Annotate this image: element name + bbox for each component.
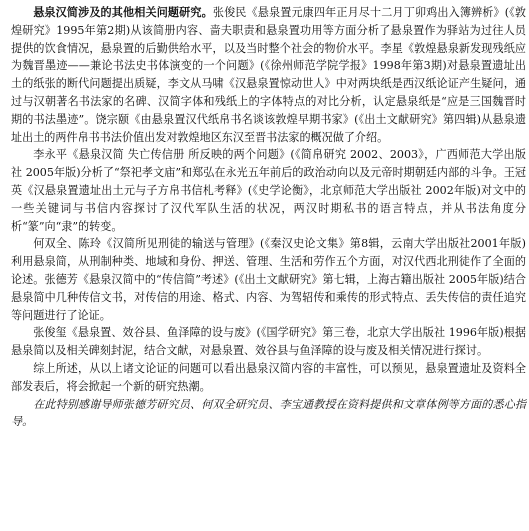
paragraph-text: 综上所述，从以上诸文论证的问题可以看出悬泉汉简内容的丰富性，可以预见，悬泉置遗址及资料全部发表后，将会掀起一个新的研究热潮。 <box>11 361 526 393</box>
paragraph-li-yongping <box>11 146 526 235</box>
paragraph-zhang-junxi <box>11 324 526 360</box>
paragraph-text: 张俊民《悬泉置元康四年正月尽十二月丁卯鸡出入簿辨析》(《敦煌研究》1995年第2期)从该简册内容、啬夫职责和悬泉置功用等方面分析了悬泉置作为驿站为过往人员提供的饮食情况，悬泉置的后勤供给水平，以及当时整个社会的物价水平。李星《敦煌悬泉新发现残纸应为魏晋墨迹——兼论书法史书体演变的一个问题》(《徐州师范学院学报》1998年第3期)对悬泉置遗址出土的纸张的断代问题提出质疑，李文从马啸《汉悬泉置惊动世人》中对两块纸是西汉纸论证产生疑问，通过与汉朝著名书法家的名碑、汉简字体和残纸上的字体特点的对比分析，认定悬泉纸是“应是三国魏晋时期的书法墨迹”。饶宗颐《由悬泉置汉代纸帛书名谈该敦煌早期书家》(《出土文献研究》第四辑)从悬泉遗址出土的两件帛书书法价值出发对敦煌地区东汉至晋书法家的概况做了介绍。 <box>11 6 526 144</box>
paragraph-text: 何双全、陈玲《汉简所见刑徒的输送与管理》(《秦汉史论文集》第8辑，云南大学出版社2001年版)利用悬泉简，从刑制种类、地域和身份、押送、管理、生活和劳作五个方面，对汉代西北刑徒作了全面的论述。张德芳《悬泉汉简中的“传信简”考述》(《出土文献研究》第七辑，上海古籍出版社 2005年版)结合悬泉简中几种传信文书，对传信的用途、格式、内容、为驾轺传和乘传的形式特点、丢失传信的责任追究等问题进行了论证。 <box>11 237 526 322</box>
paragraph-text: 李永平《悬泉汉简 失亡传信册 所反映的两个问题》(《简帛研究 2002、2003》，广西师范大学出版社 2005年版)分析了“祭祀孝文庙”和郑弘在永光五年前后的政治动向以及元帝时期朝廷内部的斗争。王冠英《汉悬泉置遗址出土元与子方帛书信札考释》(《史学论衡》，北京师范大学出版社 2002年版)对文中的一些关键词与书信内容探讨了汉代军队生活的状况，两汉时期私书的语言特点，并从书法角度分析“篆”向“隶”的转变。 <box>11 148 526 233</box>
section-heading: 悬泉汉简涉及的其他相关问题研究。 <box>33 6 213 19</box>
paragraph-conclusion <box>11 360 526 396</box>
paragraph-other-research <box>11 4 526 146</box>
paragraph-he-shuangquan <box>11 235 526 324</box>
acknowledgement: 在此特别感谢导师张德芳研究员、何双全研究员、李宝通教授在资料提供和文章体例等方面的悉心指导。 <box>11 397 526 429</box>
paragraph-text: 张俊玺《悬泉置、效谷县、鱼泽障的设与废》(《国学研究》第三卷，北京大学出版社 1996年版)根据悬泉简以及相关碑刻封泥，结合文献，对悬泉置、效谷县与鱼泽障的设与废及相关情况进行探讨。 <box>11 326 526 358</box>
